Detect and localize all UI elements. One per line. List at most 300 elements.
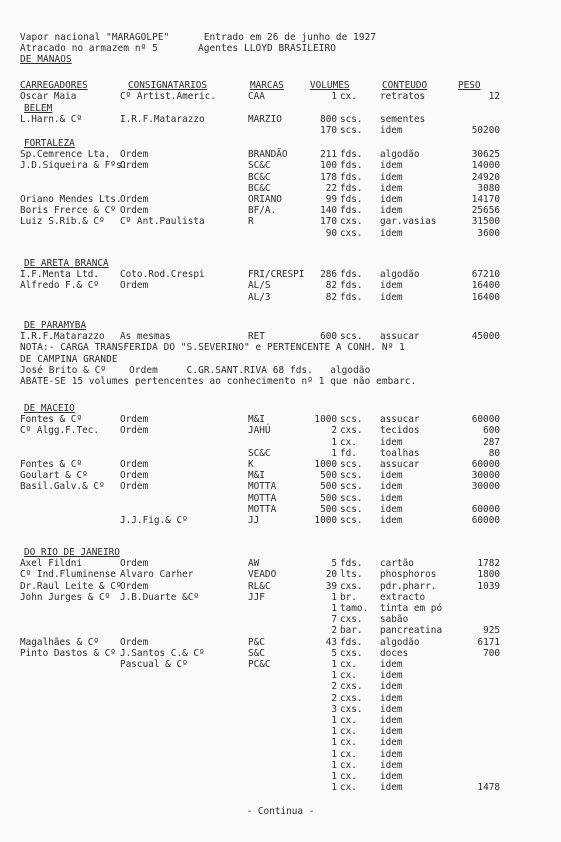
cell-conteudo: retratos [380,91,426,102]
cell-volume: 1 [331,749,337,760]
table-row [0,603,561,614]
cell-unidade: scs. [340,125,363,136]
table-row [0,481,561,492]
cell-unidade: fds. [340,558,363,569]
cell-volume: 1 [331,603,337,614]
cell-consignatario: Ordem [120,637,149,648]
note-line: José Brito & Cº Ordem C.GR.SANT.RIVA 68 fds. algodão [20,365,371,376]
cell-consignatario: Ordem [120,280,149,291]
cell-carregador: Goulart & Cº [20,470,88,481]
cell-conteudo: extracto [380,592,426,603]
table-row [0,160,561,171]
note-line: ABATE-SE 15 volumes pertencentes ao conhecimento nº 1 que não embarc. [20,376,417,387]
cell-marcas: MOTTA [248,504,277,515]
table-row [0,470,561,481]
cell-conteudo: idem [380,194,403,205]
cell-conteudo: idem [380,481,403,492]
cell-unidade: cx. [340,437,357,448]
table-row [0,569,561,580]
table-row [0,737,561,748]
cell-unidade: cxs. [340,704,363,715]
table-row [0,504,561,515]
cell-unidade: fd. [340,448,357,459]
cell-marcas: R [248,216,254,227]
cell-peso: 60000 [471,504,500,515]
cell-volume: 82 [325,292,337,303]
cell-conteudo: idem [380,470,403,481]
table-row [0,414,561,425]
table-row [0,670,561,681]
cell-unidade: scs. [340,481,363,492]
cell-conteudo: idem [380,515,403,526]
cell-consignatario: Alvaro Carher [120,569,194,580]
cell-consignatario: J.J.Fig.& Cº [120,515,188,526]
cell-marcas: MARZIO [248,114,282,125]
cell-conteudo: idem [380,183,403,194]
table-row [0,292,561,303]
cell-conteudo: idem [380,493,403,504]
cell-consignatario: Ordem [120,414,149,425]
col-conteudo: CONTEUDO [382,80,428,91]
table-row [0,782,561,793]
cell-carregador: Cº Algg.F.Tec. [20,425,100,436]
cell-unidade: tamo. [340,603,369,614]
cell-consignatario: Ordem [120,149,149,160]
cell-peso: 24920 [471,172,500,183]
cell-peso: 16400 [471,292,500,303]
section-title: DE ARETA BRANCA [24,258,109,269]
cell-unidade: cx. [340,760,357,771]
cell-conteudo: idem [380,172,403,183]
cell-conteudo: idem [380,760,403,771]
cell-unidade: scs. [340,470,363,481]
cell-marcas: RET [248,331,265,342]
cell-marcas: CAA [248,91,265,102]
cell-carregador: L.Harn.& Cº [20,114,83,125]
cell-marcas: BF/A. [248,205,277,216]
cell-carregador: J.D.Siqueira & Fºs. [20,160,128,171]
cell-carregador: Cº Ind.Fluminense [20,569,116,580]
cell-volume: 90 [325,228,337,239]
table-row [0,637,561,648]
cell-consignatario: Ordem [120,425,149,436]
table-row [0,693,561,704]
cell-carregador: I.F.Menta Ltd. [20,269,100,280]
header-origin: DE MANAOS [20,54,72,65]
cell-peso: 16400 [471,280,500,291]
cell-volume: 500 [320,504,337,515]
cell-unidade: cx. [340,670,357,681]
cell-volume: 2 [331,425,337,436]
cell-conteudo: pdr.pharr. [380,581,437,592]
cell-conteudo: cartão [380,558,414,569]
note-line: NOTA:- CARGA TRANSFERIDA DO "S.SEVERINO" e PERTENCENTE A CONH. Nº 1 [20,342,405,353]
cell-conteudo: idem [380,737,403,748]
cell-consignatario: J.Santos C.& Cº [120,648,205,659]
table-row [0,493,561,504]
cell-volume: 500 [320,470,337,481]
cell-peso: 1039 [477,581,500,592]
cell-volume: 1 [331,659,337,670]
table-row [0,459,561,470]
cell-conteudo: idem [380,125,403,136]
table-row [0,205,561,216]
cell-volume: 170 [320,216,337,227]
cell-peso: 1782 [477,558,500,569]
cell-volume: 1 [331,771,337,782]
cell-volume: 1000 [314,459,337,470]
table-row [0,437,561,448]
cell-unidade: fds. [340,280,363,291]
cell-unidade: fds. [340,194,363,205]
cell-peso: 30000 [471,481,500,492]
cell-conteudo: idem [380,771,403,782]
table-row [0,704,561,715]
cell-marcas: AL/S [248,280,271,291]
cell-conteudo: tinta em pó [380,603,443,614]
cell-volume: 43 [325,637,337,648]
section-title: BELEM [24,103,53,114]
cell-peso: 700 [483,648,500,659]
cell-peso: 60000 [471,515,500,526]
table-row [0,558,561,569]
table-row [0,216,561,227]
cell-conteudo: idem [380,280,403,291]
section-title: FORTALEZA [24,138,75,149]
cell-volume: 1 [331,437,337,448]
cell-volume: 39 [325,581,337,592]
cell-conteudo: idem [380,292,403,303]
cell-unidade: cx. [340,749,357,760]
cell-unidade: fds. [340,205,363,216]
cell-unidade: cx. [340,771,357,782]
cell-unidade: scs. [340,504,363,515]
cell-carregador: Axel Fildni [20,558,83,569]
cell-conteudo: idem [380,228,403,239]
cell-volume: 286 [320,269,337,280]
table-row [0,648,561,659]
col-carregadores: CARREGADORES [20,80,88,91]
cell-volume: 5 [331,558,337,569]
table-row [0,592,561,603]
cell-marcas: BC&C [248,172,271,183]
cell-carregador: Fontes & Cº [20,414,83,425]
cell-consignatario: Ordem [120,558,149,569]
cell-volume: 1 [331,592,337,603]
cell-marcas: ORIANO [248,194,282,205]
cell-carregador: I.R.F.Matarazzo [20,331,105,342]
cell-consignatario: Coto.Rod.Crespi [120,269,205,280]
cell-volume: 1 [331,715,337,726]
cell-unidade: scs. [340,414,363,425]
table-row [0,183,561,194]
cell-peso: 1800 [477,569,500,580]
cell-volume: 1000 [314,414,337,425]
cell-unidade: cx. [340,91,357,102]
table-row [0,715,561,726]
cell-unidade: scs. [340,331,363,342]
col-marcas: MARCAS [250,80,284,91]
col-peso: PESO [458,80,481,91]
cell-peso: 50200 [471,125,500,136]
cell-conteudo: doces [380,648,409,659]
cell-volume: 500 [320,493,337,504]
cell-peso: 31500 [471,216,500,227]
table-row [0,448,561,459]
cell-conteudo: sementes [380,114,426,125]
cell-carregador: John Jurges & Cº [20,592,111,603]
cell-unidade: cx. [340,715,357,726]
column-headers [0,80,561,91]
cell-unidade: cx. [340,726,357,737]
cell-unidade: fds. [340,160,363,171]
cell-conteudo: pancreatina [380,625,443,636]
cell-marcas: BC&C [248,183,271,194]
cell-unidade: fds. [340,183,363,194]
cell-marcas: AL/3 [248,292,271,303]
cell-consignatario: Ordem [120,470,149,481]
cell-volume: 211 [320,149,337,160]
col-consignatarios: CONSIGNATARIOS [128,80,208,91]
continua-footer: - Continua - [246,806,315,817]
cell-volume: 1000 [314,515,337,526]
cell-unidade: cxs. [340,614,363,625]
cell-carregador: Basil.Galv.& Cº [20,481,105,492]
header-line-1: Vapor nacional "MARAGOLPE" Entrado em 26 de junho de 1927 [20,32,377,43]
cell-volume: 100 [320,160,337,171]
cell-volume: 2 [331,625,337,636]
table-row [0,172,561,183]
table-row [0,194,561,205]
table-row [0,581,561,592]
cell-consignatario: Ordem [120,459,149,470]
cell-peso: 287 [483,437,500,448]
cell-unidade: cxs. [340,581,363,592]
cell-marcas: FRI/CRESPI [248,269,305,280]
table-row [0,114,561,125]
cell-consignatario: Ordem [120,160,149,171]
cell-unidade: fds. [340,172,363,183]
cell-unidade: cxs. [340,693,363,704]
cell-conteudo: idem [380,726,403,737]
cell-volume: 1 [331,448,337,459]
cell-peso: 60000 [471,459,500,470]
cell-volume: 1 [331,782,337,793]
cell-peso: 80 [488,448,500,459]
col-volumes: VOLUMES [310,80,350,91]
table-row [0,515,561,526]
cell-marcas: K [248,459,254,470]
cell-marcas: VEADO [248,569,277,580]
cell-volume: 2 [331,681,337,692]
cell-conteudo: idem [380,437,403,448]
table-row [0,614,561,625]
cell-peso: 60000 [471,414,500,425]
cell-carregador: Fontes & Cº [20,459,83,470]
cell-carregador: Boris Frerce & Cº [20,205,116,216]
cell-marcas: PC&C [248,659,271,670]
table-row [0,659,561,670]
cell-unidade: cxs. [340,681,363,692]
cell-peso: 3600 [477,228,500,239]
section-title: DE PARAMYBA [24,320,87,331]
table-row [0,425,561,436]
cell-unidade: fds. [340,637,363,648]
table-row [0,269,561,280]
cell-volume: 140 [320,205,337,216]
table-row [0,331,561,342]
cell-marcas: JJF [248,592,265,603]
table-row [0,749,561,760]
cell-consignatario: Pascual & Cº [120,659,188,670]
cell-marcas: M&I [248,470,265,481]
cell-marcas: P&C [248,637,265,648]
cell-conteudo: idem [380,504,403,515]
cell-unidade: scs. [340,493,363,504]
cell-carregador: Pinto Dastos & Cº [20,648,116,659]
cell-consignatario: Ordem [120,205,149,216]
cell-conteudo: algodão [380,269,420,280]
cell-marcas: SC&C [248,448,271,459]
cell-consignatario: Ordem [120,581,149,592]
cell-volume: 178 [320,172,337,183]
cell-carregador: Oriano Mendes Lts. [20,194,122,205]
cell-conteudo: sabão [380,614,409,625]
cell-marcas: S&C [248,648,265,659]
cell-volume: 1 [331,91,337,102]
cell-volume: 82 [325,280,337,291]
cell-marcas: AW [248,558,260,569]
cell-peso: 3080 [477,183,500,194]
cell-unidade: scs. [340,459,363,470]
cell-unidade: bar. [340,625,363,636]
cell-carregador: Magalhães & Cº [20,637,100,648]
cell-marcas: SC&C [248,160,271,171]
cell-unidade: fds. [340,292,363,303]
cell-unidade: cxs. [340,216,363,227]
cell-marcas: MOTTA [248,493,277,504]
table-row [0,228,561,239]
cell-peso: 925 [483,625,500,636]
cell-conteudo: idem [380,749,403,760]
cell-carregador: Dr.Raul Leite & Cº [20,581,122,592]
cell-peso: 25656 [471,205,500,216]
table-row [0,771,561,782]
table-row [0,726,561,737]
cell-volume: 99 [325,194,337,205]
cell-consignatario: Ordem [120,481,149,492]
cell-marcas: JAHÚ [248,425,271,436]
cell-conteudo: idem [380,693,403,704]
table-row [0,760,561,771]
cell-conteudo: phosphoros [380,569,437,580]
cell-peso: 30000 [471,470,500,481]
cell-unidade: lts. [340,569,363,580]
cell-peso: 14000 [471,160,500,171]
cell-consignatario: Cº Ant.Paulista [120,216,205,227]
cell-unidade: fds. [340,149,363,160]
cell-volume: 5 [331,648,337,659]
cell-marcas: JJ [248,515,260,526]
cell-marcas: BRANDÃO [248,149,288,160]
cell-consignatario: As mesmas [120,331,171,342]
cell-conteudo: idem [380,704,403,715]
table-row [0,625,561,636]
cell-unidade: cx. [340,782,357,793]
cell-peso: 30625 [471,149,500,160]
cell-conteudo: assucar [380,331,420,342]
cell-volume: 1 [331,760,337,771]
cell-peso: 600 [483,425,500,436]
cell-consignatario: Ordem [120,194,149,205]
cell-peso: 12 [488,91,500,102]
cell-unidade: br. [340,592,357,603]
cell-volume: 7 [331,614,337,625]
cell-consignatario: Cº Artist.Americ. [120,91,216,102]
cell-volume: 600 [320,331,337,342]
cell-conteudo: gar.vasias [380,216,437,227]
cell-marcas: MOTTA [248,481,277,492]
cell-consignatario: I.R.F.Matarazzo [120,114,205,125]
table-row [0,149,561,160]
cell-volume: 20 [325,569,337,580]
cell-peso: 45000 [471,331,500,342]
cell-conteudo: idem [380,782,403,793]
cell-volume: 1 [331,726,337,737]
cell-marcas: RL&C [248,581,271,592]
cell-conteudo: assucar [380,414,420,425]
cell-conteudo: algodão [380,149,420,160]
header-line-2: Atracado no armazem nº 5 Agentes LLOYD BRASILEIRO [20,43,336,54]
cell-unidade: cx. [340,659,357,670]
cell-carregador: Luiz S.Rib.& Cº [20,216,105,227]
cell-volume: 2 [331,693,337,704]
cell-volume: 1 [331,737,337,748]
cell-consignatario: J.B.Duarte &Cº [120,592,200,603]
cell-unidade: cx. [340,737,357,748]
section-title: DO RIO DE JANEIRO [24,547,120,558]
cell-carregador: Oscar Maia [20,91,77,102]
cell-conteudo: idem [380,659,403,670]
section-title: DE MACEIO [24,403,75,414]
cell-conteudo: idem [380,681,403,692]
cell-volume: 3 [331,704,337,715]
cell-unidade: fds. [340,269,363,280]
note-line: DE CAMPINA GRANDE [20,354,118,365]
table-row [0,91,561,102]
cell-conteudo: tecidos [380,425,420,436]
cell-conteudo: idem [380,670,403,681]
cell-volume: 170 [320,125,337,136]
cell-conteudo: idem [380,160,403,171]
cell-unidade: scs. [340,515,363,526]
cell-unidade: cxs. [340,228,363,239]
cell-volume: 500 [320,481,337,492]
cell-peso: 14170 [471,194,500,205]
cell-peso: 67210 [471,269,500,280]
cell-conteudo: toalhas [380,448,420,459]
table-row [0,125,561,136]
cell-carregador: Sp.Cemrence Lta. [20,149,111,160]
cell-conteudo: assucar [380,459,420,470]
cell-unidade: cxs. [340,648,363,659]
cell-peso: 6171 [477,637,500,648]
cell-conteudo: idem [380,205,403,216]
cell-volume: 800 [320,114,337,125]
cell-unidade: scs. [340,114,363,125]
table-row [0,280,561,291]
cell-conteudo: algodão [380,637,420,648]
